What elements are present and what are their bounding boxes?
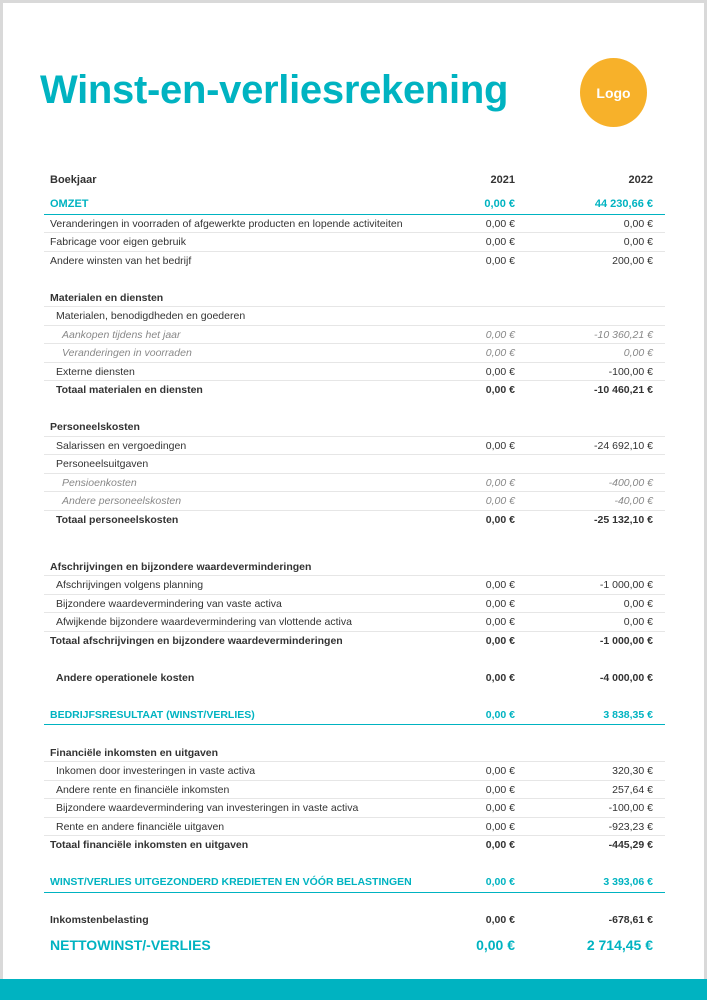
spacer	[44, 650, 665, 669]
subsection-heading	[44, 455, 665, 474]
total-row-materialen	[44, 381, 665, 400]
logo-label: Logo	[596, 84, 631, 101]
table-row	[44, 252, 665, 271]
row-label: Inkomen door investeringen in vaste activa	[56, 765, 256, 777]
row-value-2021: 0,00 €	[485, 579, 515, 591]
profit-loss-table	[44, 169, 665, 960]
spacer	[44, 529, 665, 548]
header-label: Boekjaar	[50, 174, 97, 186]
table-row	[44, 613, 665, 632]
row-value-2021: 0,00 €	[485, 254, 515, 267]
total-row-personeel	[44, 511, 665, 530]
row-label: Bijzondere waardevermindering van vaste activa	[56, 597, 282, 610]
row-value-2021: 0,00 €	[485, 597, 515, 610]
row-label: WINST/VERLIES UITGEZONDERD KREDIETEN EN VÓÓR BELASTINGEN	[50, 876, 412, 888]
total-value-2021: 0,00 €	[485, 513, 515, 526]
row-value-2021: 0,00 €	[485, 802, 515, 814]
spacer	[44, 893, 665, 912]
total-row-afschrijvingen	[44, 632, 665, 651]
row-label: Aankopen tijdens het jaar	[62, 328, 181, 341]
row-value-2021: 0,00 €	[485, 616, 515, 628]
row-value-2021: 0,00 €	[485, 365, 515, 378]
header-year-2021: 2021	[490, 174, 515, 186]
row-value-2022: -100,00 €	[608, 365, 653, 378]
logo-placeholder	[580, 58, 647, 127]
table-row	[44, 344, 665, 363]
table-row	[44, 762, 665, 781]
row-label: Materialen, benodigdheden en goederen	[56, 310, 246, 322]
row-value-2021: 0,00 €	[485, 765, 515, 777]
footer-band	[0, 979, 707, 1000]
spacer	[44, 548, 665, 558]
total-value-2021: 0,00 €	[485, 839, 515, 851]
row-value-2021: 0,00 €	[485, 671, 515, 684]
row-label: Andere personeelskosten	[62, 495, 182, 507]
inkomstenbelasting-row	[44, 911, 665, 930]
row-value-2022: 0,00 €	[623, 616, 653, 628]
row-label: Personeelsuitgaven	[56, 458, 149, 470]
section-heading-label: Financiële inkomsten en uitgaven	[50, 746, 219, 759]
section-heading-label: Afschrijvingen en bijzondere waardeverminderingen	[50, 560, 312, 573]
total-label: Totaal afschrijvingen en bijzondere waardeverminderingen	[50, 634, 343, 647]
row-value-2021: 0,00 €	[476, 936, 515, 953]
spacer	[44, 855, 665, 874]
spacer	[44, 270, 665, 289]
omzet-2021: 0,00 €	[484, 198, 515, 210]
row-value-2022: 0,00 €	[623, 347, 653, 359]
total-label: Totaal materialen en diensten	[56, 384, 203, 396]
section-heading-afschrijvingen	[44, 558, 665, 577]
header-year-2022: 2022	[628, 174, 653, 186]
total-label: Totaal financiële inkomsten en uitgaven	[50, 839, 249, 851]
row-value-2021: 0,00 €	[485, 783, 515, 796]
row-value-2022: 320,30 €	[612, 765, 653, 777]
nettowinst-row	[44, 930, 665, 960]
row-value-2022: 3 393,06 €	[603, 876, 653, 888]
row-value-2022: -678,61 €	[608, 914, 653, 926]
table-row	[44, 492, 665, 511]
row-value-2022: 2 714,45 €	[586, 936, 653, 953]
row-label: NETTOWINST/-VERLIES	[50, 936, 211, 953]
omzet-row	[44, 195, 665, 215]
total-label: Totaal personeelskosten	[56, 513, 179, 526]
spacer	[44, 687, 665, 706]
total-value-2022: -25 132,10 €	[594, 513, 653, 526]
total-value-2022: -445,29 €	[608, 839, 653, 851]
total-row-financieel	[44, 836, 665, 855]
row-value-2022: 200,00 €	[612, 254, 653, 267]
total-value-2022: -1 000,00 €	[599, 634, 653, 647]
spacer	[44, 725, 665, 744]
row-value-2022: 257,64 €	[612, 783, 653, 796]
row-value-2021: 0,00 €	[485, 217, 515, 230]
row-label: BEDRIJFSRESULTAAT (WINST/VERLIES)	[50, 708, 255, 721]
table-row	[44, 363, 665, 382]
row-label: Rente en andere financiële uitgaven	[56, 820, 225, 833]
row-label: Veranderingen in voorraden	[62, 347, 192, 359]
row-value-2022: -1 000,00 €	[599, 579, 653, 591]
total-value-2021: 0,00 €	[485, 634, 515, 647]
row-value-2021: 0,00 €	[485, 347, 515, 359]
row-label: Pensioenkosten	[62, 476, 137, 489]
row-label: Andere operationele kosten	[56, 671, 195, 684]
row-value-2022: -24 692,10 €	[594, 439, 653, 452]
row-value-2022: 3 838,35 €	[603, 708, 653, 721]
document-page	[3, 3, 704, 1000]
spacer	[44, 400, 665, 419]
row-value-2022: -4 000,00 €	[599, 671, 653, 684]
subsection-heading	[44, 307, 665, 326]
row-value-2021: 0,00 €	[485, 876, 515, 888]
row-label: Fabricage voor eigen gebruik	[50, 236, 186, 248]
table-row	[44, 576, 665, 595]
row-value-2022: -100,00 €	[608, 802, 653, 814]
row-value-2021: 0,00 €	[485, 439, 515, 452]
row-value-2022: 0,00 €	[623, 236, 653, 248]
row-value-2021: 0,00 €	[485, 495, 515, 507]
table-row	[44, 474, 665, 493]
table-row	[44, 215, 665, 234]
row-label: Externe diensten	[56, 365, 135, 378]
row-value-2021: 0,00 €	[485, 914, 515, 926]
row-value-2022: -10 360,21 €	[594, 328, 653, 341]
row-value-2021: 0,00 €	[485, 236, 515, 248]
section-heading-label: Personeelskosten	[50, 421, 140, 433]
row-value-2022: -40,00 €	[614, 495, 653, 507]
total-value-2022: -10 460,21 €	[594, 384, 653, 396]
row-value-2022: 0,00 €	[623, 597, 653, 610]
andere-operationele-kosten-row	[44, 669, 665, 688]
row-value-2021: 0,00 €	[485, 820, 515, 833]
table-row	[44, 799, 665, 818]
table-row	[44, 781, 665, 800]
row-value-2021: 0,00 €	[485, 476, 515, 489]
table-row	[44, 233, 665, 252]
table-row	[44, 818, 665, 837]
row-value-2021: 0,00 €	[485, 708, 515, 721]
total-value-2021: 0,00 €	[485, 384, 515, 396]
winst-voor-belasting-row	[44, 873, 665, 893]
row-value-2022: -923,23 €	[608, 820, 653, 833]
section-heading-label: Materialen en diensten	[50, 291, 164, 304]
section-heading-personeel	[44, 418, 665, 437]
row-label: Salarissen en vergoedingen	[56, 439, 187, 452]
section-heading-materialen	[44, 289, 665, 308]
table-row	[44, 437, 665, 456]
bedrijfsresultaat-row	[44, 706, 665, 726]
row-value-2022: -400,00 €	[608, 476, 653, 489]
row-label: Andere rente en financiële inkomsten	[56, 783, 230, 796]
row-value-2022: 0,00 €	[623, 217, 653, 230]
table-header	[44, 169, 665, 195]
row-label: Bijzondere waardevermindering van investeringen in vaste activa	[56, 802, 359, 814]
row-label: Andere winsten van het bedrijf	[50, 254, 192, 267]
omzet-2022: 44 230,66 €	[594, 198, 653, 210]
row-label: Afwijkende bijzondere waardevermindering van vlottende activa	[56, 616, 352, 628]
section-heading-financieel	[44, 744, 665, 763]
table-row	[44, 595, 665, 614]
row-label: Inkomstenbelasting	[50, 914, 149, 926]
page-title: Winst-en-verliesrekening	[40, 68, 509, 112]
omzet-label: OMZET	[50, 198, 89, 210]
row-label: Afschrijvingen volgens planning	[56, 579, 204, 591]
table-row	[44, 326, 665, 345]
row-label: Veranderingen in voorraden of afgewerkte producten en lopende activiteiten	[50, 217, 403, 230]
row-value-2021: 0,00 €	[485, 328, 515, 341]
